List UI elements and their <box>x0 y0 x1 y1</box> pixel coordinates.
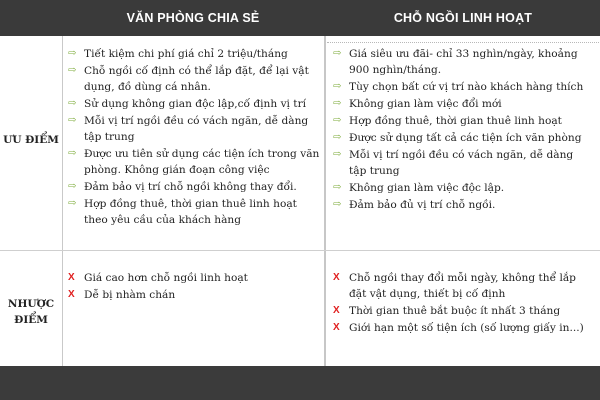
table-header <box>0 0 600 36</box>
arrow-right-outline-icon: ⇨ <box>333 132 342 143</box>
list-item <box>68 63 320 95</box>
red-x-icon: X <box>68 289 75 300</box>
arrow-right-outline-icon: ⇨ <box>68 181 77 192</box>
header-shared-office: VĂN PHÒNG CHIA SẺ <box>126 11 260 25</box>
list-item <box>68 179 320 195</box>
footer-bar <box>0 366 600 400</box>
red-x-icon: X <box>68 272 75 283</box>
red-x-icon: X <box>333 322 340 333</box>
list-item-text: Hợp đồng thuê, thời gian thuê linh hoạt <box>349 115 562 127</box>
list-item-text: Sử dụng không gian độc lập,cố định vị trí <box>84 98 307 110</box>
list-item <box>68 270 320 286</box>
list-item <box>68 287 320 303</box>
dotted-divider <box>327 42 599 43</box>
list-item <box>333 96 593 112</box>
flexible-seat-advantages-list <box>333 46 593 214</box>
row-divider <box>0 250 600 251</box>
list-item <box>333 130 593 146</box>
list-item <box>333 113 593 129</box>
arrow-right-outline-icon: ⇨ <box>68 98 77 109</box>
list-item <box>333 147 593 179</box>
list-item-text: Giới hạn một số tiện ích (số lượng giấy in...) <box>349 322 584 334</box>
arrow-right-outline-icon: ⇨ <box>68 148 77 159</box>
red-x-icon: X <box>333 305 340 316</box>
list-item-text: Không gian làm việc độc lập. <box>349 182 505 194</box>
shared-office-advantages-list <box>68 46 320 229</box>
arrow-right-outline-icon: ⇨ <box>68 198 77 209</box>
list-item-text: Hợp đồng thuê, thời gian thuê linh hoạt theo yêu cầu của khách hàng <box>84 198 297 226</box>
list-item <box>68 46 320 62</box>
list-item <box>68 196 320 228</box>
shared-office-disadvantages-list <box>68 270 320 304</box>
list-item <box>333 180 593 196</box>
arrow-right-outline-icon: ⇨ <box>333 48 342 59</box>
list-item-text: Được ưu tiên sử dụng các tiện ích trong văn phòng. Không gián đoạn công việc <box>84 148 320 176</box>
list-item-text: Giá cao hơn chỗ ngồi linh hoạt <box>84 272 248 284</box>
column-divider <box>62 36 63 366</box>
row-label-advantages: ƯU ĐIỂM <box>3 134 59 146</box>
column-divider <box>324 36 326 366</box>
list-item <box>333 197 593 213</box>
arrow-right-outline-icon: ⇨ <box>333 182 342 193</box>
list-item-text: Giá siêu ưu đãi- chỉ 33 nghìn/ngày, khoảng 900 nghìn/tháng. <box>349 48 578 76</box>
arrow-right-outline-icon: ⇨ <box>68 48 77 59</box>
list-item <box>68 96 320 112</box>
list-item <box>333 303 593 319</box>
list-item-text: Chỗ ngồi thay đổi mỗi ngày, không thể lắp đặt vật dụng, thiết bị cố định <box>349 272 576 300</box>
arrow-right-outline-icon: ⇨ <box>333 98 342 109</box>
list-item <box>333 79 593 95</box>
arrow-right-outline-icon: ⇨ <box>68 115 77 126</box>
arrow-right-outline-icon: ⇨ <box>333 149 342 160</box>
list-item <box>68 113 320 145</box>
header-flexible-seat: CHỖ NGỒI LINH HOẠT <box>393 11 533 25</box>
list-item <box>68 146 320 178</box>
row-label-disadvantages: NHƯỢC ĐIỂM <box>7 298 55 326</box>
list-item-text: Dễ bị nhàm chán <box>84 289 176 301</box>
arrow-right-outline-icon: ⇨ <box>333 81 342 92</box>
list-item-text: Đảm bảo đủ vị trí chỗ ngồi. <box>349 199 496 211</box>
list-item <box>333 320 593 336</box>
red-x-icon: X <box>333 272 340 283</box>
arrow-right-outline-icon: ⇨ <box>68 65 77 76</box>
list-item-text: Không gian làm việc đổi mới <box>349 98 502 110</box>
arrow-right-outline-icon: ⇨ <box>333 115 342 126</box>
list-item-text: Mỗi vị trí ngồi đều có vách ngăn, dễ dàng tập trung <box>84 115 309 143</box>
list-item-text: Thời gian thuê bắt buộc ít nhất 3 tháng <box>349 305 561 317</box>
list-item-text: Chỗ ngồi cố định có thể lắp đặt, để lại vật dụng, đồ dùng cá nhân. <box>84 65 309 93</box>
flexible-seat-disadvantages-list <box>333 270 593 337</box>
list-item-text: Tiết kiệm chi phí giá chỉ 2 triệu/tháng <box>84 48 288 60</box>
list-item-text: Mỗi vị trí ngồi đều có vách ngăn, dễ dàng tập trung <box>349 149 574 177</box>
list-item-text: Tùy chọn bất cứ vị trí nào khách hàng thích <box>349 81 584 93</box>
list-item-text: Được sử dụng tất cả các tiện ích văn phòng <box>349 132 582 144</box>
list-item <box>333 46 593 78</box>
arrow-right-outline-icon: ⇨ <box>333 199 342 210</box>
list-item <box>333 270 593 302</box>
list-item-text: Đảm bảo vị trí chỗ ngồi không thay đổi. <box>84 181 297 193</box>
